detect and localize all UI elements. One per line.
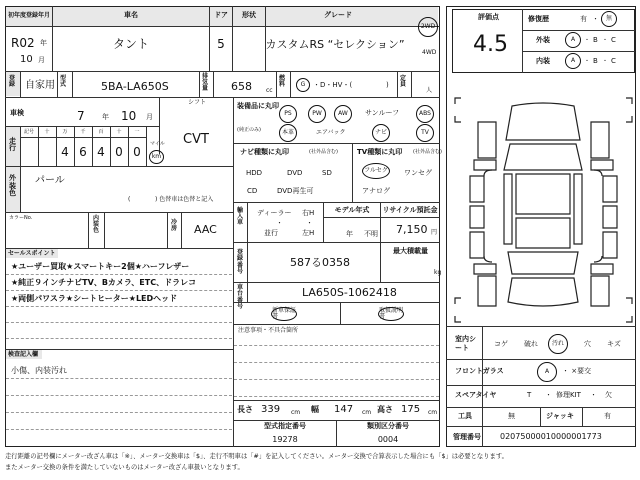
mileage-header: 千 [80,129,86,135]
seat-scorch: コゲ [494,340,508,348]
navi-hdd: HDD [246,169,263,177]
mileage-header: 十 [116,129,122,135]
import-dot: ・ [276,219,283,227]
management-label: 管理番号 [453,433,481,441]
interior-grade-label: 内装 [536,57,550,65]
usage-type: 自家用 [25,80,55,91]
mileage-digit: 6 [79,145,87,159]
grade-label: グレード [324,11,352,19]
height-unit: cm [428,409,438,416]
equip-aw-circle [334,105,352,123]
jack-value: 有 [604,412,611,420]
displacement-label: 排気量 [202,73,209,92]
mileage-digit: 0 [133,145,141,159]
equip-abs-circle [416,105,434,123]
color-number-label: カラーNo. [9,215,33,221]
aircon-value: AAC [194,223,217,236]
seat-scratch: キズ [607,340,621,348]
vehicle-damage-diagram [452,96,635,326]
equip-tv: TV [421,129,429,136]
mileage-header: 百 [98,129,104,135]
form-outer-frame [5,6,440,447]
glass-label: フロントガラス [455,367,504,375]
navi-dvd: DVD [287,169,303,177]
equip-ps-circle [279,105,297,123]
sales-point-line: ★純正９インチナビTV、Bカメラ、ETC、ドラレコ [11,278,197,287]
cc-unit: cc [266,87,273,94]
type-number: 19278 [272,435,298,444]
width-unit: cm [362,409,372,416]
spare-dot: ・ [545,391,552,399]
repair-no-circle [601,11,617,27]
equip-navi: ナビ [374,129,387,136]
new-car-warranty-circle [271,307,297,321]
seat-hole: 穴 [584,340,591,348]
equip-pw: PW [312,110,322,117]
handle-left: 左H [302,229,315,237]
mileage-digit: 0 [115,145,123,159]
import-parallel: 並行 [264,229,278,237]
loading-unit: kg [434,269,442,276]
height-label: 高さ [377,405,393,414]
fuel-label: 燃料 [279,75,286,88]
inspector-title: 検査記入欄 [8,351,39,358]
exterior-color: パール [35,175,65,186]
registration-number: 587る0358 [290,256,350,269]
interior-label: 内装色 [93,215,100,234]
chassis-label: 車台番号 [237,284,244,310]
glass-replaced: ・ ×要交 [562,367,592,375]
drive-2wd: 2WD [420,23,436,30]
equipment-note: (純正のみ) [237,127,261,133]
model-year-unit: 年 [346,230,353,238]
equip-airbag: エアバック [316,129,346,136]
new-car-warranty: 新車保証書 [272,307,297,320]
spare-dot: ・ [590,391,597,399]
first-reg-month: 10 [20,54,33,65]
shift-label: シフト [188,99,207,106]
glass-circle [537,362,557,382]
notes-title: 注意事項・不具合箇所 [238,327,299,334]
tv-analog: アナログ [362,187,390,195]
km-circle [149,150,164,164]
exterior-grade-a: A [570,36,576,43]
chassis-number: LA650S-1062418 [302,286,397,299]
import-dealer: ディーラー [257,209,292,217]
length-value: 339 [261,404,281,415]
jack-label: ジャッキ [546,412,574,420]
km-unit: km [151,153,162,160]
sales-point-line: ★ユーザー買取★スマートキー2個★ハーフレザー [11,262,190,271]
first-reg-year-unit: 年 [40,39,47,47]
mile-unit: マイル [150,141,165,147]
manual: 取扱説明書 [379,307,404,320]
mileage-digit: 4 [61,145,69,159]
navi-sd: SD [322,169,332,177]
car-name: タント [112,37,150,51]
tools-value: 無 [508,412,515,420]
manual-circle [378,307,404,321]
fuel-close: ) [386,81,389,89]
footer-line: 走行距離の記号欄にメーター改ざん車は「※」、メーター交換車は「$」、走行不明車は「#」を記入してください。メーター交換で合算表示した場合にも「$」は必要となります。 [5,453,508,460]
navi-dvd-play: DVD再生可 [277,187,314,195]
equip-aw: AW [338,110,348,117]
inspection-label: 車検 [10,109,24,117]
equip-pw-circle [308,105,326,123]
tv-oneseg: ワンセグ [404,169,432,177]
first-reg-era: R02 [11,36,35,50]
seat-stain-circle [548,334,568,354]
model-value: 5BA-LA650S [101,80,169,93]
persons-unit: 人 [426,87,433,94]
reg-label: 登録 [9,75,16,88]
grade-value: カスタムRS “セレクション” [265,38,405,51]
tv-note: (社外品含む) [413,149,442,155]
interior-grade-circle [565,53,581,69]
recycle-title: リサイクル預託金 [382,206,438,214]
drive-4wd: 4WD [422,49,437,56]
spare-t: T [527,391,532,399]
exterior-label: 外装色 [9,174,16,198]
model-label: 型式 [60,75,67,88]
shape-label: 形状 [242,11,256,19]
exterior-grade-circle [565,32,581,48]
door-count: 5 [217,37,225,51]
displacement-value: 658 [231,80,252,93]
management-number: 02075000010000001773 [500,432,602,441]
equip-tv-circle [416,124,434,142]
navi-note: (社外品含む) [309,149,338,155]
inspection-month: 10 [121,109,137,123]
recycle-yen: 円 [431,229,438,236]
footer-line: またメーター交換の条件を満たしていないものはメーター改ざん車扱いとなります。 [5,464,244,471]
mileage-header: 万 [62,129,68,135]
tv-fullseg-circle [362,163,390,179]
sales-point-line: ★両側パワスラ★シートヒーター★LEDヘッド [11,294,178,303]
fuel-gas-circle [296,78,310,92]
model-year-title: モデル年式 [334,206,370,214]
capacity-label: 定員 [400,75,407,88]
equip-leather-circle [279,124,297,142]
recycle-amount: 7,150 [396,223,428,236]
navi-cd: CD [247,187,258,195]
mileage-digit: 4 [97,145,105,159]
score-label: 評価点 [478,13,499,21]
door-label: ドア [214,11,228,19]
inspection-year-unit: 年 [102,113,109,121]
exterior-grade-label: 外装 [536,36,550,44]
repair-label: 修復歴 [528,15,549,23]
exterior-grade-c: C [611,36,616,44]
mileage-header: 一 [134,129,140,135]
fuel-gas: G [300,81,306,88]
exterior-paren: ( [128,196,131,203]
sales-point-title: セールスポイント [8,250,56,257]
first-reg-month-unit: 月 [38,56,45,64]
spare-kit: 修理KIT [556,391,581,399]
equip-ps: PS [284,110,292,117]
navi-title: ナビ種類に丸印 [240,148,289,156]
spare-label: スペアタイヤ [455,391,497,399]
first-reg-label: 初年度登録年月 [8,12,51,19]
spare-missing: 欠 [605,391,612,399]
model-year-unknown: 不明 [364,230,378,238]
height-value: 175 [401,404,421,415]
tools-label: 工具 [458,412,472,420]
exterior-grade-b: B [593,36,598,44]
seat-stain: 汚れ [551,340,564,347]
mileage-label: 走行 [9,137,16,152]
cooling-label: 冷房 [171,219,178,232]
interior-grade-b: B [593,57,598,65]
seat-tear: 破れ [524,340,538,348]
tv-title: TV種類に丸印 [357,148,403,156]
width-value: 147 [334,404,354,415]
width-label: 幅 [311,405,319,414]
equip-leather: 本革 [281,129,294,136]
class-number: 0004 [377,435,399,444]
equip-abs: ABS [419,110,431,117]
exterior-note: ) 色替車は色替と記入 [155,196,214,203]
repair-yes: 有 [580,15,587,23]
class-number-label: 類別区分番号 [367,422,409,430]
inspector-note: 小傷、内装汚れ [11,366,67,375]
equip-navi-circle [372,124,390,142]
import-label: 輸入車 [237,207,244,226]
mileage-header: 記号 [23,129,35,135]
shift-value: CVT [183,132,209,147]
seat-label: 室内シート [455,335,476,353]
repair-no: 無 [605,15,612,22]
fuel-options: ・D・HV・( [313,81,353,89]
inspection-year: 7 [77,109,85,123]
car-name-label: 車名 [124,11,138,19]
type-number-label: 型式指定番号 [264,422,306,430]
mileage-header: 十 [44,129,50,135]
score-value: 4.5 [473,32,508,57]
tv-fullseg: フルセグ [364,167,388,174]
registration-label: 登録番号 [237,249,244,275]
interior-grade-a: A [570,57,576,64]
equipment-title: 装備品に丸印 [237,102,279,110]
loading-label: 最大積載量 [393,247,428,255]
glass-mark: A [544,368,550,375]
handle-dot: ・ [306,219,313,227]
interior-grade-c: C [611,57,616,65]
length-label: 長さ [237,405,253,414]
equip-sunroof: サンルーフ [365,109,400,117]
drive-2wd-circle [418,17,438,37]
length-unit: cm [291,409,301,416]
inspection-month-unit: 月 [146,113,153,121]
handle-right: 右H [302,209,315,217]
